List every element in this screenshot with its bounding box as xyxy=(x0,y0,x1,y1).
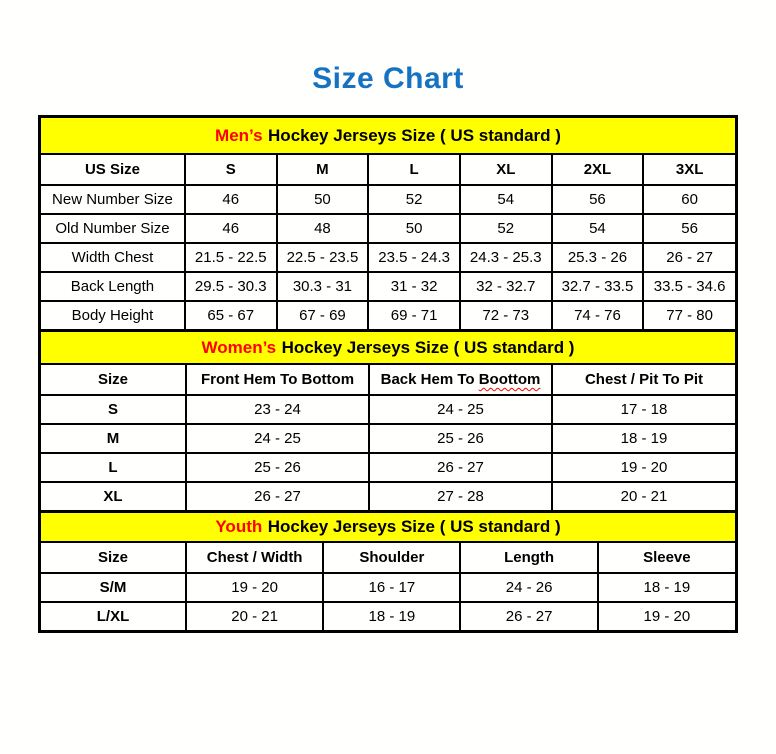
women-accent-label: Women’s xyxy=(201,337,277,357)
men-value-cell: 54 xyxy=(552,214,644,243)
women-column-header: Size xyxy=(98,371,129,389)
men-row-label: Width Chest xyxy=(41,243,185,272)
youth-table-row xyxy=(41,573,735,602)
youth-column-header: Length xyxy=(460,543,597,573)
women-heading-label: Hockey Jerseys Size ( US standard ) xyxy=(281,337,575,357)
women-value-cell: 27 - 28 xyxy=(369,482,552,510)
men-table-row xyxy=(41,272,735,301)
men-value-cell: 46 xyxy=(185,214,277,243)
size-chart xyxy=(38,115,738,633)
men-table-row xyxy=(41,301,735,329)
men-section-heading xyxy=(41,118,735,155)
youth-value-cell: 19 - 20 xyxy=(186,573,323,602)
men-value-cell: 52 xyxy=(368,185,460,214)
youth-value-cell: 24 - 26 xyxy=(460,573,597,602)
men-value-cell: 54 xyxy=(460,185,552,214)
women-row-label: M xyxy=(41,424,186,453)
youth-table-row xyxy=(41,602,735,630)
men-row-label: Body Height xyxy=(41,301,185,329)
men-size-table xyxy=(41,155,735,329)
women-column-header-text: Back Hem To xyxy=(380,371,479,389)
men-column-header: L xyxy=(368,155,460,185)
women-header-row xyxy=(41,365,735,395)
youth-column-header: Sleeve xyxy=(598,543,735,573)
women-column-header xyxy=(369,365,552,395)
youth-value-cell: 18 - 19 xyxy=(323,602,460,630)
youth-value-cell: 20 - 21 xyxy=(186,602,323,630)
men-column-header: XL xyxy=(460,155,552,185)
women-row-label: XL xyxy=(41,482,186,510)
women-table-row xyxy=(41,424,735,453)
youth-heading-label: Hockey Jerseys Size ( US standard ) xyxy=(267,517,561,537)
women-row-label: S xyxy=(41,395,186,424)
men-value-cell: 67 - 69 xyxy=(277,301,369,329)
youth-value-cell: 26 - 27 xyxy=(460,602,597,630)
men-value-cell: 30.3 - 31 xyxy=(277,272,369,301)
men-table-row xyxy=(41,185,735,214)
women-value-cell: 25 - 26 xyxy=(186,453,369,482)
men-value-cell: 31 - 32 xyxy=(368,272,460,301)
men-row-label: New Number Size xyxy=(41,185,185,214)
men-value-cell: 65 - 67 xyxy=(185,301,277,329)
men-value-cell: 50 xyxy=(368,214,460,243)
men-value-cell: 23.5 - 24.3 xyxy=(368,243,460,272)
women-value-cell: 17 - 18 xyxy=(552,395,735,424)
men-column-header: M xyxy=(277,155,369,185)
men-row-label: Old Number Size xyxy=(41,214,185,243)
men-value-cell: 72 - 73 xyxy=(460,301,552,329)
women-column-header: Front Hem To Bottom xyxy=(186,365,369,395)
youth-size-table xyxy=(41,543,735,630)
women-table-row xyxy=(41,453,735,482)
men-value-cell: 56 xyxy=(552,185,644,214)
page-title: Size Chart xyxy=(312,62,464,95)
men-value-cell: 50 xyxy=(277,185,369,214)
youth-section-heading xyxy=(41,513,735,543)
women-value-cell: 20 - 21 xyxy=(552,482,735,510)
men-value-cell: 74 - 76 xyxy=(552,301,644,329)
women-value-cell: 23 - 24 xyxy=(186,395,369,424)
youth-column-header: Shoulder xyxy=(323,543,460,573)
women-value-cell: 26 - 27 xyxy=(186,482,369,510)
youth-column-header: Size xyxy=(98,548,129,566)
women-size-table xyxy=(41,365,735,510)
women-table-row xyxy=(41,395,735,424)
youth-row-label: S/M xyxy=(41,573,186,602)
men-row-label: Back Length xyxy=(41,272,185,301)
women-value-cell: 24 - 25 xyxy=(369,395,552,424)
men-header-row xyxy=(41,155,735,185)
men-heading-label: Hockey Jerseys Size ( US standard ) xyxy=(268,126,561,145)
women-value-cell: 19 - 20 xyxy=(552,453,735,482)
women-value-cell: 18 - 19 xyxy=(552,424,735,453)
men-value-cell: 52 xyxy=(460,214,552,243)
men-value-cell: 33.5 - 34.6 xyxy=(643,272,735,301)
men-value-cell: 25.3 - 26 xyxy=(552,243,644,272)
men-value-cell: 69 - 71 xyxy=(368,301,460,329)
youth-accent-label: Youth xyxy=(215,517,263,537)
men-table-row xyxy=(41,243,735,272)
youth-value-cell: 16 - 17 xyxy=(323,573,460,602)
men-value-cell: 21.5 - 22.5 xyxy=(185,243,277,272)
women-column-header: Chest / Pit To Pit xyxy=(552,365,735,395)
women-section-heading xyxy=(41,332,735,366)
men-value-cell: 26 - 27 xyxy=(643,243,735,272)
women-row-label: L xyxy=(41,453,186,482)
women-section xyxy=(41,329,735,511)
women-value-cell: 26 - 27 xyxy=(369,453,552,482)
men-value-cell: 46 xyxy=(185,185,277,214)
men-accent-label: Men’s xyxy=(215,126,263,145)
men-value-cell: 29.5 - 30.3 xyxy=(185,272,277,301)
size-chart-page xyxy=(38,62,738,633)
youth-column-header: Chest / Width xyxy=(186,543,323,573)
youth-header-row xyxy=(41,543,735,573)
men-value-cell: 24.3 - 25.3 xyxy=(460,243,552,272)
men-value-cell: 22.5 - 23.5 xyxy=(277,243,369,272)
youth-value-cell: 19 - 20 xyxy=(598,602,735,630)
women-value-cell: 24 - 25 xyxy=(186,424,369,453)
women-value-cell: 25 - 26 xyxy=(369,424,552,453)
men-value-cell: 48 xyxy=(277,214,369,243)
men-column-header: US Size xyxy=(84,160,140,178)
men-column-header: 2XL xyxy=(552,155,644,185)
women-table-row xyxy=(41,482,735,510)
men-value-cell: 77 - 80 xyxy=(643,301,735,329)
youth-section xyxy=(41,510,735,630)
men-value-cell: 60 xyxy=(643,185,735,214)
youth-value-cell: 18 - 19 xyxy=(598,573,735,602)
men-value-cell: 32.7 - 33.5 xyxy=(552,272,644,301)
men-section xyxy=(41,118,735,329)
men-table-row xyxy=(41,214,735,243)
men-column-header: 3XL xyxy=(643,155,735,185)
youth-row-label: L/XL xyxy=(41,602,186,630)
women-misspelled-word: Boottom xyxy=(478,371,541,389)
men-column-header: S xyxy=(185,155,277,185)
men-value-cell: 32 - 32.7 xyxy=(460,272,552,301)
men-value-cell: 56 xyxy=(643,214,735,243)
